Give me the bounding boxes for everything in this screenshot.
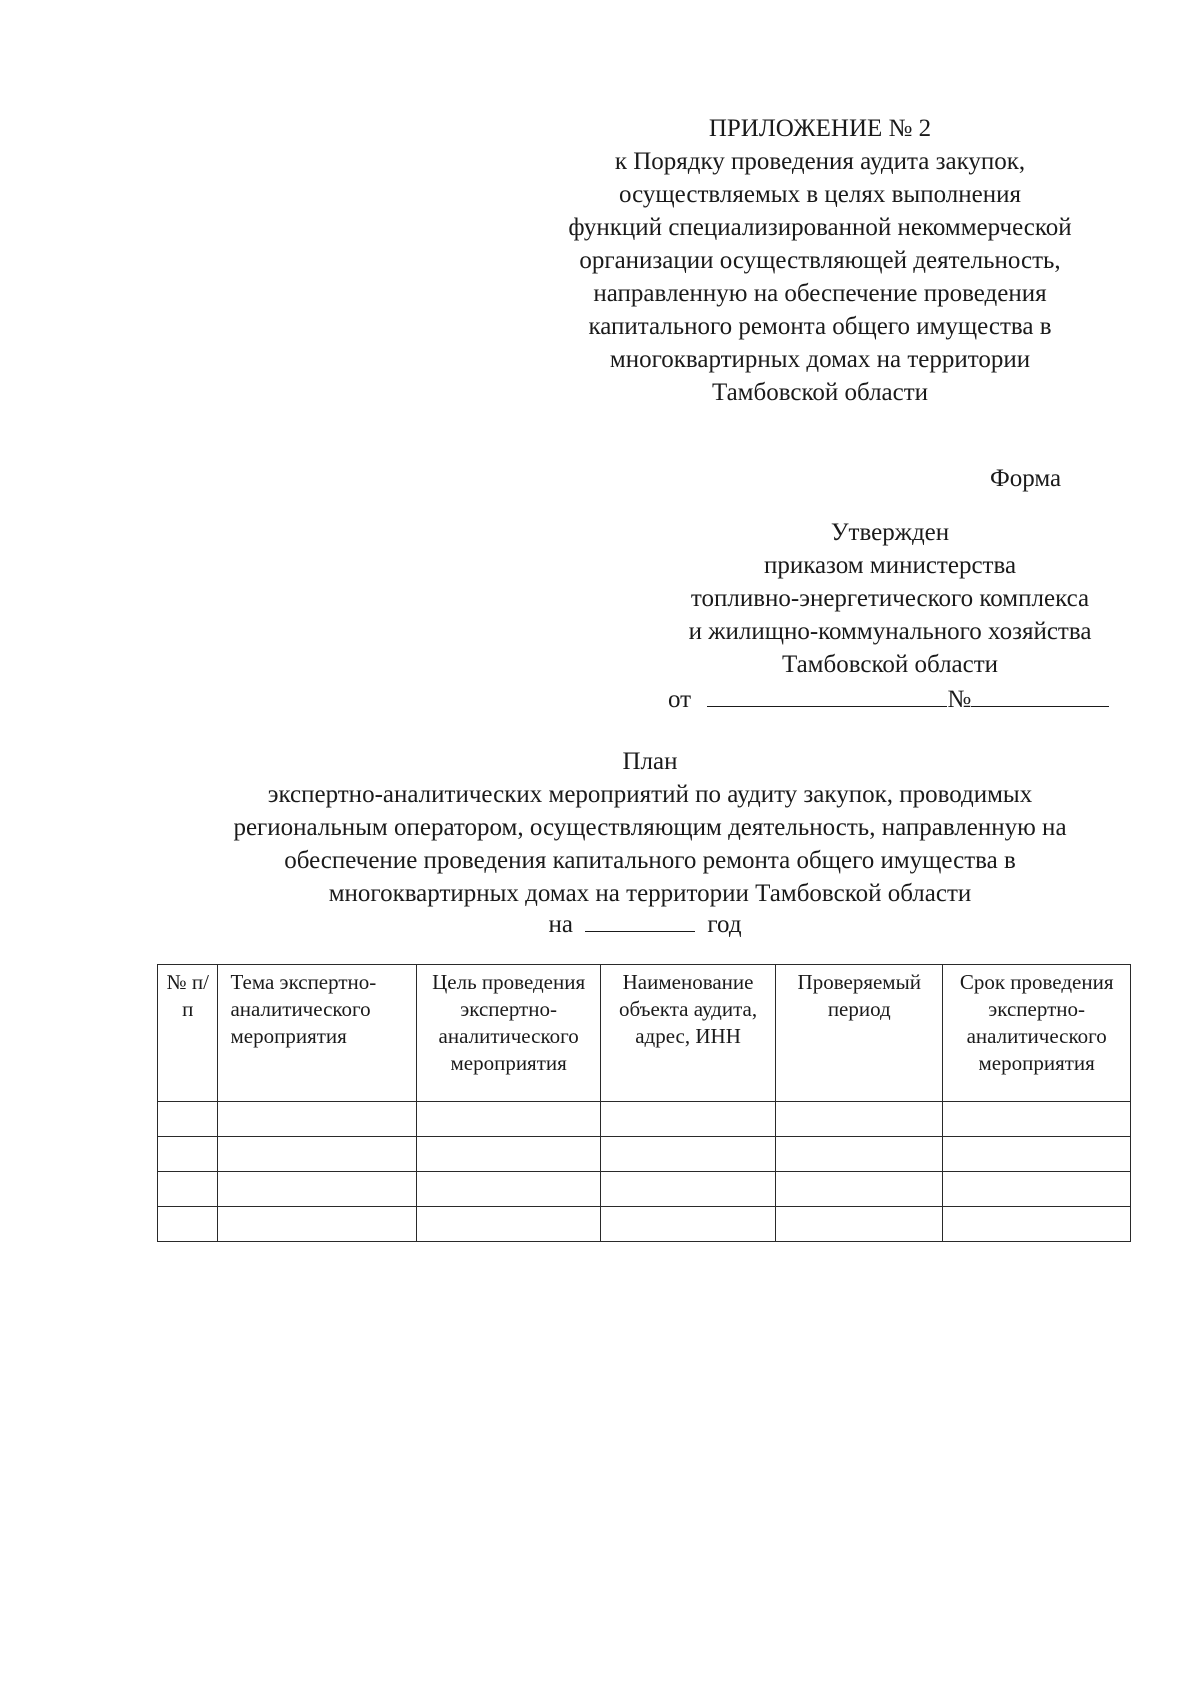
approval-line: приказом министерства [763,552,1017,579]
table-cell[interactable] [776,1137,943,1172]
table-cell[interactable] [158,1172,218,1207]
appendix-line: осуществляемых в целях выполнения [619,181,1021,208]
table-cell[interactable] [600,1172,775,1207]
table-cell[interactable] [600,1207,775,1242]
table-row [158,1172,1131,1207]
date-prefix: от [668,686,692,713]
appendix-line: функций специализированной некоммерческой [568,214,1072,241]
approval-date-line [668,680,1109,716]
appendix-line: организации осуществляющей деятельность, [579,247,1061,274]
year-blank-field[interactable] [585,905,695,932]
table-cell[interactable] [218,1207,417,1242]
table-cell[interactable] [943,1102,1131,1137]
table-row [158,1137,1131,1172]
header-number: № п/п [158,965,218,1102]
number-sign: № [947,686,972,713]
approval-line: Тамбовской области [781,651,999,678]
table-cell[interactable] [158,1207,218,1242]
year-prefix: на [548,911,573,938]
date-blank-field[interactable] [707,680,947,707]
appendix-block [520,112,1120,409]
table-header-row [158,965,1131,1102]
table-cell[interactable] [218,1102,417,1137]
appendix-line: к Порядку проведения аудита закупок, [614,148,1026,175]
plan-line: экспертно-аналитических мероприятий по аудиту закупок, проводимых [267,781,1033,808]
header-goal: Цель проведения экспертно-аналитического мероприятия [417,965,601,1102]
table-cell[interactable] [600,1137,775,1172]
approval-block [630,516,1150,681]
table-cell[interactable] [417,1207,601,1242]
approval-line: топливно-энергетического комплекса [690,585,1090,612]
plan-year-line [0,905,1200,941]
approval-line: Утвержден [830,519,950,546]
table-cell[interactable] [943,1172,1131,1207]
table-cell[interactable] [218,1137,417,1172]
header-topic: Тема экспертно-аналитического мероприятия [218,965,417,1102]
plan-block [120,745,1180,910]
appendix-line: капитального ремонта общего имущества в [588,313,1052,340]
table-row [158,1102,1131,1137]
plan-title: План [622,748,678,775]
table-cell[interactable] [943,1207,1131,1242]
appendix-line: направленную на обеспечение проведения [593,280,1047,307]
table-cell[interactable] [776,1102,943,1137]
table-cell[interactable] [158,1137,218,1172]
year-suffix: год [707,911,742,938]
appendix-title: ПРИЛОЖЕНИЕ № 2 [708,115,932,142]
form-label: Форма [990,465,1062,492]
table-cell[interactable] [417,1172,601,1207]
table-cell[interactable] [600,1102,775,1137]
plan-line: региональным оператором, осуществляющим деятельность, направленную на [233,814,1067,841]
table-cell[interactable] [417,1137,601,1172]
plan-line: обеспечение проведения капитального ремонта общего имущества в [284,847,1016,874]
appendix-line: Тамбовской области [711,379,929,406]
table-cell[interactable] [158,1102,218,1137]
table-cell[interactable] [776,1207,943,1242]
number-blank-field[interactable] [971,680,1109,707]
header-deadline: Срок проведения экспертно-аналитического мероприятия [943,965,1131,1102]
table-row [158,1207,1131,1242]
plan-line: многоквартирных домах на территории Тамбовской области [328,880,972,907]
header-period: Проверяемый период [776,965,943,1102]
table-cell[interactable] [943,1137,1131,1172]
table-cell[interactable] [776,1172,943,1207]
plan-table [157,964,1131,1242]
header-audit-object: Наименование объекта аудита, адрес, ИНН [600,965,775,1102]
table-cell[interactable] [417,1102,601,1137]
appendix-line: многоквартирных домах на территории [609,346,1031,373]
approval-line: и жилищно-коммунального хозяйства [688,618,1092,645]
table-cell[interactable] [218,1172,417,1207]
